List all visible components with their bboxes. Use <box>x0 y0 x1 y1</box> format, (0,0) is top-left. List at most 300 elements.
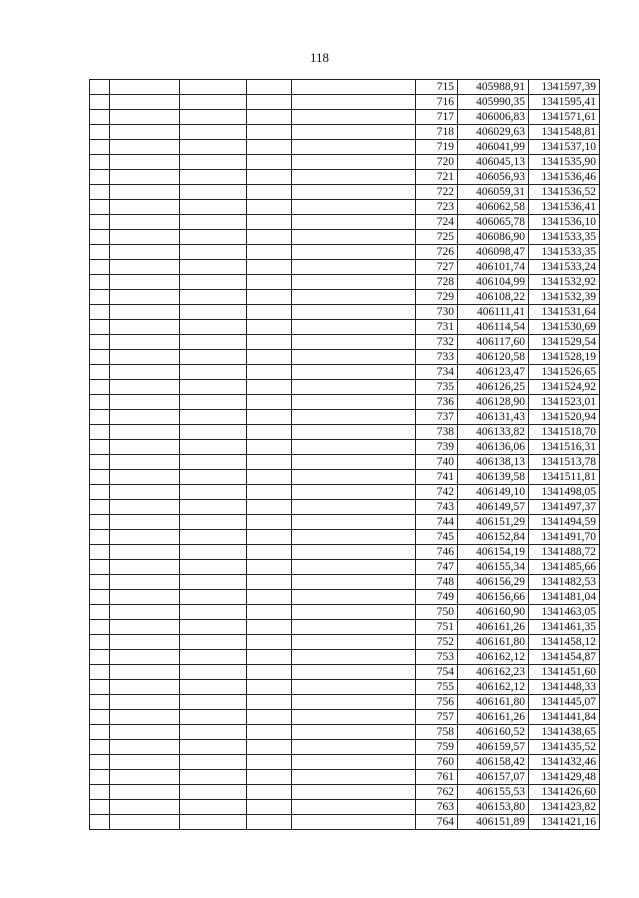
empty-cell <box>247 500 292 515</box>
empty-cell <box>247 440 292 455</box>
x-coordinate-cell: 406160,52 <box>458 725 529 740</box>
x-coordinate-cell: 406120,58 <box>458 350 529 365</box>
empty-cell <box>247 740 292 755</box>
empty-cell <box>90 380 110 395</box>
x-coordinate-cell: 406006,83 <box>458 110 529 125</box>
empty-cell <box>247 290 292 305</box>
empty-cell <box>90 320 110 335</box>
empty-cell <box>110 665 180 680</box>
empty-cell <box>180 620 247 635</box>
empty-cell <box>247 200 292 215</box>
empty-cell <box>90 605 110 620</box>
empty-cell <box>247 800 292 815</box>
x-coordinate-cell: 406158,42 <box>458 755 529 770</box>
point-number-cell: 743 <box>416 500 458 515</box>
y-coordinate-cell: 1341481,04 <box>529 590 600 605</box>
empty-cell <box>180 605 247 620</box>
point-number-cell: 717 <box>416 110 458 125</box>
empty-cell <box>247 620 292 635</box>
table-row <box>90 725 600 740</box>
empty-cell <box>292 800 416 815</box>
table-row <box>90 170 600 185</box>
empty-cell <box>247 545 292 560</box>
point-number-cell: 723 <box>416 200 458 215</box>
empty-cell <box>110 395 180 410</box>
empty-cell <box>180 380 247 395</box>
y-coordinate-cell: 1341516,31 <box>529 440 600 455</box>
empty-cell <box>90 500 110 515</box>
x-coordinate-cell: 406041,99 <box>458 140 529 155</box>
empty-cell <box>292 545 416 560</box>
empty-cell <box>110 275 180 290</box>
empty-cell <box>90 230 110 245</box>
empty-cell <box>90 800 110 815</box>
point-number-cell: 734 <box>416 365 458 380</box>
table-row <box>90 335 600 350</box>
empty-cell <box>247 335 292 350</box>
point-number-cell: 740 <box>416 455 458 470</box>
table-row <box>90 530 600 545</box>
point-number-cell: 733 <box>416 350 458 365</box>
empty-cell <box>110 170 180 185</box>
empty-cell <box>292 350 416 365</box>
point-number-cell: 744 <box>416 515 458 530</box>
x-coordinate-cell: 406149,57 <box>458 500 529 515</box>
table-row <box>90 485 600 500</box>
y-coordinate-cell: 1341533,24 <box>529 260 600 275</box>
empty-cell <box>110 95 180 110</box>
empty-cell <box>292 650 416 665</box>
empty-cell <box>90 770 110 785</box>
point-number-cell: 754 <box>416 665 458 680</box>
x-coordinate-cell: 406156,29 <box>458 575 529 590</box>
empty-cell <box>292 215 416 230</box>
table-row <box>90 350 600 365</box>
page-number: 118 <box>309 50 330 65</box>
y-coordinate-cell: 1341451,60 <box>529 665 600 680</box>
table-row <box>90 650 600 665</box>
y-coordinate-cell: 1341532,92 <box>529 275 600 290</box>
empty-cell <box>110 500 180 515</box>
table-row <box>90 260 600 275</box>
x-coordinate-cell: 406155,53 <box>458 785 529 800</box>
empty-cell <box>292 575 416 590</box>
empty-cell <box>90 440 110 455</box>
empty-cell <box>110 185 180 200</box>
empty-cell <box>90 785 110 800</box>
point-number-cell: 737 <box>416 410 458 425</box>
empty-cell <box>180 125 247 140</box>
empty-cell <box>180 350 247 365</box>
empty-cell <box>110 785 180 800</box>
empty-cell <box>110 320 180 335</box>
table-row <box>90 80 600 95</box>
x-coordinate-cell: 406162,12 <box>458 680 529 695</box>
y-coordinate-cell: 1341548,81 <box>529 125 600 140</box>
empty-cell <box>292 620 416 635</box>
empty-cell <box>180 275 247 290</box>
empty-cell <box>110 245 180 260</box>
point-number-cell: 718 <box>416 125 458 140</box>
empty-cell <box>292 305 416 320</box>
empty-cell <box>292 710 416 725</box>
point-number-cell: 738 <box>416 425 458 440</box>
table-row <box>90 620 600 635</box>
empty-cell <box>90 95 110 110</box>
point-number-cell: 726 <box>416 245 458 260</box>
y-coordinate-cell: 1341536,41 <box>529 200 600 215</box>
table-row <box>90 365 600 380</box>
empty-cell <box>90 470 110 485</box>
x-coordinate-cell: 406059,31 <box>458 185 529 200</box>
x-coordinate-cell: 406138,13 <box>458 455 529 470</box>
empty-cell <box>90 590 110 605</box>
empty-cell <box>110 620 180 635</box>
x-coordinate-cell: 406029,63 <box>458 125 529 140</box>
y-coordinate-cell: 1341535,90 <box>529 155 600 170</box>
table-row <box>90 500 600 515</box>
empty-cell <box>292 200 416 215</box>
table-row <box>90 245 600 260</box>
empty-cell <box>292 725 416 740</box>
x-coordinate-cell: 406139,58 <box>458 470 529 485</box>
empty-cell <box>90 620 110 635</box>
y-coordinate-cell: 1341595,41 <box>529 95 600 110</box>
empty-cell <box>247 275 292 290</box>
y-coordinate-cell: 1341485,66 <box>529 560 600 575</box>
empty-cell <box>180 80 247 95</box>
table-row <box>90 800 600 815</box>
table-row <box>90 560 600 575</box>
table-row <box>90 755 600 770</box>
empty-cell <box>90 635 110 650</box>
empty-cell <box>247 410 292 425</box>
y-coordinate-cell: 1341454,87 <box>529 650 600 665</box>
empty-cell <box>90 695 110 710</box>
y-coordinate-cell: 1341423,82 <box>529 800 600 815</box>
y-coordinate-cell: 1341531,64 <box>529 305 600 320</box>
empty-cell <box>110 605 180 620</box>
empty-cell <box>292 605 416 620</box>
empty-cell <box>292 290 416 305</box>
point-number-cell: 763 <box>416 800 458 815</box>
table-row <box>90 545 600 560</box>
table-row <box>90 695 600 710</box>
point-number-cell: 764 <box>416 815 458 830</box>
table-row <box>90 380 600 395</box>
point-number-cell: 742 <box>416 485 458 500</box>
empty-cell <box>292 140 416 155</box>
empty-cell <box>292 500 416 515</box>
empty-cell <box>90 725 110 740</box>
empty-cell <box>90 485 110 500</box>
point-number-cell: 747 <box>416 560 458 575</box>
empty-cell <box>180 575 247 590</box>
empty-cell <box>292 320 416 335</box>
table-row <box>90 110 600 125</box>
empty-cell <box>110 125 180 140</box>
empty-cell <box>247 155 292 170</box>
table-row <box>90 155 600 170</box>
empty-cell <box>90 170 110 185</box>
table-row <box>90 395 600 410</box>
empty-cell <box>90 815 110 830</box>
x-coordinate-cell: 406133,82 <box>458 425 529 440</box>
empty-cell <box>247 755 292 770</box>
empty-cell <box>110 725 180 740</box>
empty-cell <box>180 320 247 335</box>
empty-cell <box>292 230 416 245</box>
table-row <box>90 740 600 755</box>
y-coordinate-cell: 1341435,52 <box>529 740 600 755</box>
point-number-cell: 739 <box>416 440 458 455</box>
x-coordinate-cell: 406123,47 <box>458 365 529 380</box>
empty-cell <box>247 455 292 470</box>
y-coordinate-cell: 1341536,46 <box>529 170 600 185</box>
empty-cell <box>110 365 180 380</box>
empty-cell <box>292 110 416 125</box>
empty-cell <box>110 80 180 95</box>
y-coordinate-cell: 1341458,12 <box>529 635 600 650</box>
x-coordinate-cell: 406128,90 <box>458 395 529 410</box>
empty-cell <box>180 770 247 785</box>
empty-cell <box>180 755 247 770</box>
empty-cell <box>90 200 110 215</box>
x-coordinate-cell: 406162,12 <box>458 650 529 665</box>
empty-cell <box>180 530 247 545</box>
empty-cell <box>180 785 247 800</box>
empty-cell <box>292 785 416 800</box>
empty-cell <box>180 545 247 560</box>
empty-cell <box>180 680 247 695</box>
empty-cell <box>247 470 292 485</box>
empty-cell <box>292 755 416 770</box>
y-coordinate-cell: 1341597,39 <box>529 80 600 95</box>
table-row <box>90 440 600 455</box>
empty-cell <box>247 320 292 335</box>
empty-cell <box>247 485 292 500</box>
empty-cell <box>292 815 416 830</box>
empty-cell <box>180 800 247 815</box>
empty-cell <box>247 365 292 380</box>
empty-cell <box>292 395 416 410</box>
empty-cell <box>90 275 110 290</box>
y-coordinate-cell: 1341511,81 <box>529 470 600 485</box>
empty-cell <box>110 515 180 530</box>
empty-cell <box>247 650 292 665</box>
y-coordinate-cell: 1341533,35 <box>529 230 600 245</box>
point-number-cell: 720 <box>416 155 458 170</box>
empty-cell <box>180 485 247 500</box>
x-coordinate-cell: 406104,99 <box>458 275 529 290</box>
x-coordinate-cell: 406098,47 <box>458 245 529 260</box>
y-coordinate-cell: 1341497,37 <box>529 500 600 515</box>
y-coordinate-cell: 1341488,72 <box>529 545 600 560</box>
empty-cell <box>110 695 180 710</box>
empty-cell <box>180 140 247 155</box>
empty-cell <box>247 635 292 650</box>
empty-cell <box>90 755 110 770</box>
empty-cell <box>110 680 180 695</box>
empty-cell <box>292 470 416 485</box>
empty-cell <box>180 425 247 440</box>
empty-cell <box>110 455 180 470</box>
x-coordinate-cell: 406065,78 <box>458 215 529 230</box>
empty-cell <box>292 485 416 500</box>
empty-cell <box>292 410 416 425</box>
empty-cell <box>292 275 416 290</box>
empty-cell <box>110 770 180 785</box>
empty-cell <box>247 305 292 320</box>
empty-cell <box>110 155 180 170</box>
point-number-cell: 722 <box>416 185 458 200</box>
table-row <box>90 680 600 695</box>
empty-cell <box>110 710 180 725</box>
empty-cell <box>180 395 247 410</box>
table-row <box>90 710 600 725</box>
point-number-cell: 750 <box>416 605 458 620</box>
empty-cell <box>90 185 110 200</box>
empty-cell <box>247 590 292 605</box>
empty-cell <box>90 665 110 680</box>
empty-cell <box>292 530 416 545</box>
x-coordinate-cell: 406117,60 <box>458 335 529 350</box>
x-coordinate-cell: 405990,35 <box>458 95 529 110</box>
empty-cell <box>110 440 180 455</box>
empty-cell <box>180 665 247 680</box>
empty-cell <box>90 545 110 560</box>
empty-cell <box>247 530 292 545</box>
empty-cell <box>292 590 416 605</box>
empty-cell <box>247 515 292 530</box>
empty-cell <box>90 425 110 440</box>
empty-cell <box>180 215 247 230</box>
empty-cell <box>292 125 416 140</box>
empty-cell <box>247 770 292 785</box>
empty-cell <box>90 305 110 320</box>
x-coordinate-cell: 406136,06 <box>458 440 529 455</box>
coordinates-table <box>89 79 600 830</box>
table-row <box>90 275 600 290</box>
empty-cell <box>180 155 247 170</box>
point-number-cell: 736 <box>416 395 458 410</box>
y-coordinate-cell: 1341526,65 <box>529 365 600 380</box>
empty-cell <box>247 170 292 185</box>
table-row <box>90 785 600 800</box>
x-coordinate-cell: 406160,90 <box>458 605 529 620</box>
empty-cell <box>180 440 247 455</box>
empty-cell <box>110 140 180 155</box>
empty-cell <box>180 410 247 425</box>
y-coordinate-cell: 1341438,65 <box>529 725 600 740</box>
empty-cell <box>292 740 416 755</box>
empty-cell <box>180 260 247 275</box>
empty-cell <box>110 305 180 320</box>
empty-cell <box>292 560 416 575</box>
empty-cell <box>180 635 247 650</box>
empty-cell <box>180 470 247 485</box>
point-number-cell: 719 <box>416 140 458 155</box>
empty-cell <box>110 650 180 665</box>
table-row <box>90 515 600 530</box>
table-row <box>90 470 600 485</box>
empty-cell <box>90 110 110 125</box>
point-number-cell: 721 <box>416 170 458 185</box>
empty-cell <box>90 515 110 530</box>
empty-cell <box>110 635 180 650</box>
x-coordinate-cell: 406101,74 <box>458 260 529 275</box>
x-coordinate-cell: 406062,58 <box>458 200 529 215</box>
x-coordinate-cell: 406131,43 <box>458 410 529 425</box>
empty-cell <box>90 290 110 305</box>
empty-cell <box>180 695 247 710</box>
point-number-cell: 729 <box>416 290 458 305</box>
empty-cell <box>292 770 416 785</box>
x-coordinate-cell: 406157,07 <box>458 770 529 785</box>
empty-cell <box>180 365 247 380</box>
point-number-cell: 752 <box>416 635 458 650</box>
empty-cell <box>180 305 247 320</box>
point-number-cell: 724 <box>416 215 458 230</box>
empty-cell <box>90 245 110 260</box>
empty-cell <box>110 755 180 770</box>
empty-cell <box>180 290 247 305</box>
empty-cell <box>292 380 416 395</box>
empty-cell <box>90 680 110 695</box>
empty-cell <box>292 695 416 710</box>
table-row <box>90 320 600 335</box>
y-coordinate-cell: 1341448,33 <box>529 680 600 695</box>
table-row <box>90 815 600 830</box>
table-row <box>90 95 600 110</box>
x-coordinate-cell: 406159,57 <box>458 740 529 755</box>
empty-cell <box>110 290 180 305</box>
empty-cell <box>180 200 247 215</box>
x-coordinate-cell: 406161,80 <box>458 695 529 710</box>
y-coordinate-cell: 1341482,53 <box>529 575 600 590</box>
empty-cell <box>292 170 416 185</box>
y-coordinate-cell: 1341571,61 <box>529 110 600 125</box>
empty-cell <box>90 365 110 380</box>
empty-cell <box>90 740 110 755</box>
empty-cell <box>292 365 416 380</box>
empty-cell <box>180 95 247 110</box>
empty-cell <box>110 575 180 590</box>
table-row <box>90 635 600 650</box>
empty-cell <box>90 155 110 170</box>
empty-cell <box>110 740 180 755</box>
empty-cell <box>90 335 110 350</box>
table-row <box>90 215 600 230</box>
table-row <box>90 425 600 440</box>
x-coordinate-cell: 406086,90 <box>458 230 529 245</box>
x-coordinate-cell: 406154,19 <box>458 545 529 560</box>
y-coordinate-cell: 1341491,70 <box>529 530 600 545</box>
point-number-cell: 730 <box>416 305 458 320</box>
point-number-cell: 751 <box>416 620 458 635</box>
empty-cell <box>110 485 180 500</box>
empty-cell <box>180 740 247 755</box>
point-number-cell: 749 <box>416 590 458 605</box>
empty-cell <box>247 725 292 740</box>
empty-cell <box>247 230 292 245</box>
table-row <box>90 605 600 620</box>
x-coordinate-cell: 406161,26 <box>458 710 529 725</box>
x-coordinate-cell: 406161,80 <box>458 635 529 650</box>
y-coordinate-cell: 1341494,59 <box>529 515 600 530</box>
table-row <box>90 185 600 200</box>
empty-cell <box>247 110 292 125</box>
